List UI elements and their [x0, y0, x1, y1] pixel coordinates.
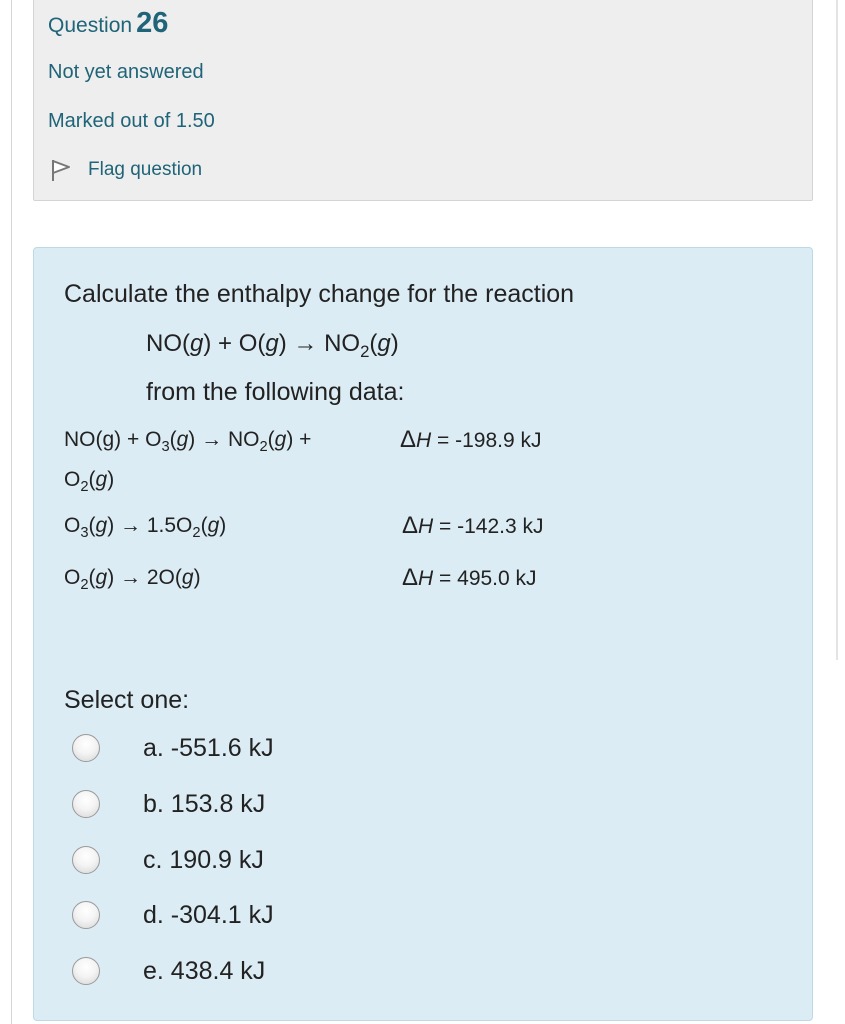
reaction-text-1: NO(	[146, 330, 190, 357]
radio-button[interactable]	[72, 901, 100, 929]
eq2-sub-1: 3	[80, 525, 89, 542]
eq1-text-c: ) → NO	[188, 428, 260, 451]
radio-button[interactable]	[72, 734, 100, 762]
radio-button[interactable]	[72, 846, 100, 874]
reaction-phase-1: g	[190, 330, 204, 357]
question-number	[48, 7, 168, 40]
eq2-text-a: O	[64, 514, 81, 537]
eq1-sub-3: 2	[80, 479, 89, 496]
eq1-text-d: (	[267, 428, 275, 451]
question-marks: Marked out of 1.50	[48, 110, 215, 132]
option-label: d. -304.1 kJ	[143, 900, 274, 929]
eq1-dh-value: = -198.9 kJ	[431, 429, 542, 452]
target-reaction	[146, 330, 399, 361]
eq1-text-f: O	[64, 468, 81, 491]
option-label: e. 438.4 kJ	[143, 956, 266, 985]
eq1-text-e: ) +	[286, 428, 312, 451]
reaction-text-2: ) + O(	[203, 330, 266, 357]
eq1-text-b: (	[169, 428, 177, 451]
question-number-value: 26	[136, 7, 169, 39]
eq2-sub-2: 2	[192, 525, 201, 542]
reaction-text-3: ) → NO	[278, 330, 361, 357]
eq3-text-c: ) → 2O(	[107, 566, 182, 589]
eq2-text-e: )	[219, 514, 227, 537]
equation-1-enthalpy	[400, 426, 542, 454]
eq2-phase-2: g	[207, 514, 220, 537]
eq1-text-a: NO(g) + O	[64, 428, 162, 451]
radio-button[interactable]	[72, 790, 100, 818]
question-prompt: Calculate the enthalpy change for the reaction	[64, 280, 575, 308]
answer-state: Not yet answered	[48, 61, 204, 83]
eq1-sub-2: 2	[259, 439, 268, 456]
equation-1-line-2	[64, 468, 115, 496]
option-e[interactable]	[72, 953, 265, 989]
eq3-sub-1: 2	[80, 577, 89, 594]
equation-1-line-1	[64, 428, 312, 456]
option-c[interactable]	[72, 842, 264, 878]
radio-button[interactable]	[72, 957, 100, 985]
option-b[interactable]	[72, 786, 265, 822]
left-divider	[11, 0, 12, 1024]
eq2-dh-var: H	[418, 515, 434, 538]
flag-question-label: Flag question	[88, 159, 203, 180]
question-content-panel	[33, 247, 813, 1021]
eq2-text-b: (	[88, 514, 96, 537]
delta-icon: Δ	[400, 426, 417, 453]
option-label: a. -551.6 kJ	[143, 733, 274, 762]
equation-2-enthalpy	[402, 512, 544, 540]
eq2-dh-value: = -142.3 kJ	[433, 515, 544, 538]
eq2-text-d: (	[200, 514, 208, 537]
eq1-phase-1: g	[176, 428, 189, 451]
select-one-label: Select one:	[64, 686, 190, 714]
eq2-phase-1: g	[95, 514, 108, 537]
question-info-panel	[33, 0, 813, 201]
delta-icon: Δ	[402, 564, 419, 591]
scrollbar-track[interactable]	[836, 0, 838, 660]
reaction-phase-3: g	[377, 330, 391, 357]
eq1-phase-3: g	[95, 468, 108, 491]
flag-icon	[48, 157, 74, 183]
option-label: b. 153.8 kJ	[143, 789, 266, 818]
option-d[interactable]	[72, 897, 274, 933]
equation-3	[64, 566, 201, 594]
reaction-text-5: )	[390, 330, 399, 357]
option-a[interactable]	[72, 730, 274, 766]
eq3-phase-1: g	[95, 566, 108, 589]
eq1-phase-2: g	[274, 428, 287, 451]
eq1-text-h: )	[107, 468, 115, 491]
option-label: c. 190.9 kJ	[143, 845, 264, 874]
eq3-text-b: (	[88, 566, 96, 589]
eq1-dh-var: H	[416, 429, 432, 452]
reaction-subscript: 2	[360, 341, 370, 361]
eq3-text-a: O	[64, 566, 81, 589]
eq1-text-g: (	[88, 468, 96, 491]
eq3-dh-value: = 495.0 kJ	[433, 567, 537, 590]
equation-2	[64, 514, 227, 542]
eq3-dh-var: H	[418, 567, 434, 590]
reaction-text-4: (	[369, 330, 378, 357]
eq2-text-c: ) → 1.5O	[107, 514, 193, 537]
eq1-sub-1: 3	[161, 439, 170, 456]
eq3-phase-2: g	[181, 566, 194, 589]
eq3-text-d: )	[193, 566, 201, 589]
flag-question-button[interactable]	[48, 157, 202, 183]
equation-3-enthalpy	[402, 564, 537, 592]
reaction-phase-2: g	[265, 330, 279, 357]
delta-icon: Δ	[402, 512, 419, 539]
data-heading: from the following data:	[146, 378, 405, 406]
question-label: Question	[48, 14, 133, 37]
